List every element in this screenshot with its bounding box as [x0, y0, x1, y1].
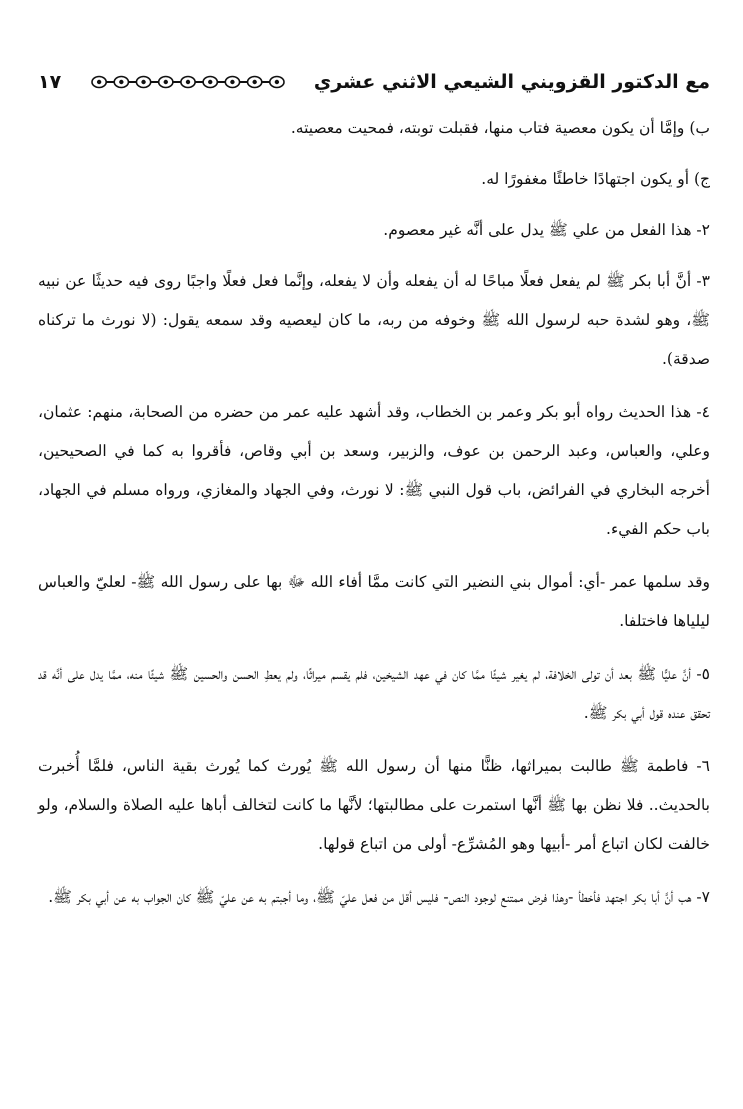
ornament-dot: [163, 80, 167, 84]
page-body: [38, 109, 710, 917]
decorative-ornament-icon: [71, 72, 304, 92]
header-title: مع الدكتور القزويني الشيعي الاثني عشري: [313, 71, 710, 93]
paragraph-5: ٥- أنَّ عليًّا ﷺ بعد أن تولى الخلافة، لم يغير شيئًا ممَّا كان في عهد الشيخين، فلم يقسم ميراثًا، ولم يعطِ الحسن والحسين ﷺ شيئًا منه، ممَّا يدل على أنَّه قد تحقق عنده قول أبي بكر ﷺ.: [38, 665, 710, 722]
ornament-dot: [185, 80, 189, 84]
paragraph-2: ٢- هذا الفعل من علي ﷺ يدل على أنَّه غير معصوم.: [383, 221, 710, 239]
running-header: [38, 62, 710, 103]
paragraph-6: ٦- فاطمة ﷺ طالبت بميراثها، ظنًّا منها أن رسول الله ﷺ يُورث كما يُورث بقية الناس، فلمَّا أُخبرت بالحديث.. فلا نظن بها ﷺ أنَّها استمرت على مطالبتها؛ لأنَّها ما كانت لتخالف أباها عليه الصلاة والسلام، ولو خالفت لكان اتباع أمر -أبيها وهو المُشرِّع- أولى من اتباع قولها.: [38, 757, 710, 853]
ornament-dot: [274, 80, 278, 84]
paragraph-c: ج) أو يكون اجتهادًا خاطئًا مغفورًا له.: [481, 170, 710, 188]
ornament-dot: [119, 80, 123, 84]
ornament-dot: [96, 80, 100, 84]
ornament-dot: [230, 80, 234, 84]
paragraph-b: ب) وإمَّا أن يكون معصية فتاب منها، فقبلت توبته، فمحيت معصيته.: [290, 119, 710, 137]
ornament-dot: [252, 80, 256, 84]
paragraph-4: ٤- هذا الحديث رواه أبو بكر وعمر بن الخطاب، وقد أشهد عليه عمر من حضره من الصحابة، منهم: عثمان، وعلي، والعباس، وعبد الرحمن بن عوف، والزبير، وسعد بن أبي وقاص، فأقروا به كما في الصحيحين، أخرجه البخاري في الفرائض، باب قول النبي ﷺ: لا نورث، وفي الجهاد والمغازي، ورواه مسلم في الجهاد، باب حكم الفيء.: [38, 403, 710, 538]
book-page: [38, 62, 710, 1092]
paragraph-7: ٧- هب أنَّ أبا بكر اجتهد فأخطأ -وهذا فرض ممتنع لوجود النص- فليس أقل من فعل عليّ ﷺ، وما أجبتم به عن عليّ ﷺ كان الجواب به عن أبي بكر ﷺ.: [48, 888, 710, 906]
page-number: ١٧: [38, 71, 62, 93]
paragraph-4-continued: وقد سلمها عمر -أي: أموال بني النضير التي كانت ممَّا أفاء الله ﷻ بها على رسول الله ﷺ- لعليّ والعباس ليلياها فاختلفا.: [38, 573, 710, 630]
paragraph-3: ٣- أنَّ أبا بكر ﷺ لم يفعل فعلًا مباحًا له أن يفعله وأن لا يفعله، وإنَّما فعل فعلًا واجبًا روى فيه حديثًا عن نبيه ﷺ، وهو لشدة حبه لرسول الله ﷺ وخوفه من ربه، ما كان ليعصيه وقد سمعه يقول: (لا نورث ما تركناه صدقة).: [38, 272, 710, 368]
ornament-dot: [141, 80, 145, 84]
ornament-dot: [208, 80, 212, 84]
